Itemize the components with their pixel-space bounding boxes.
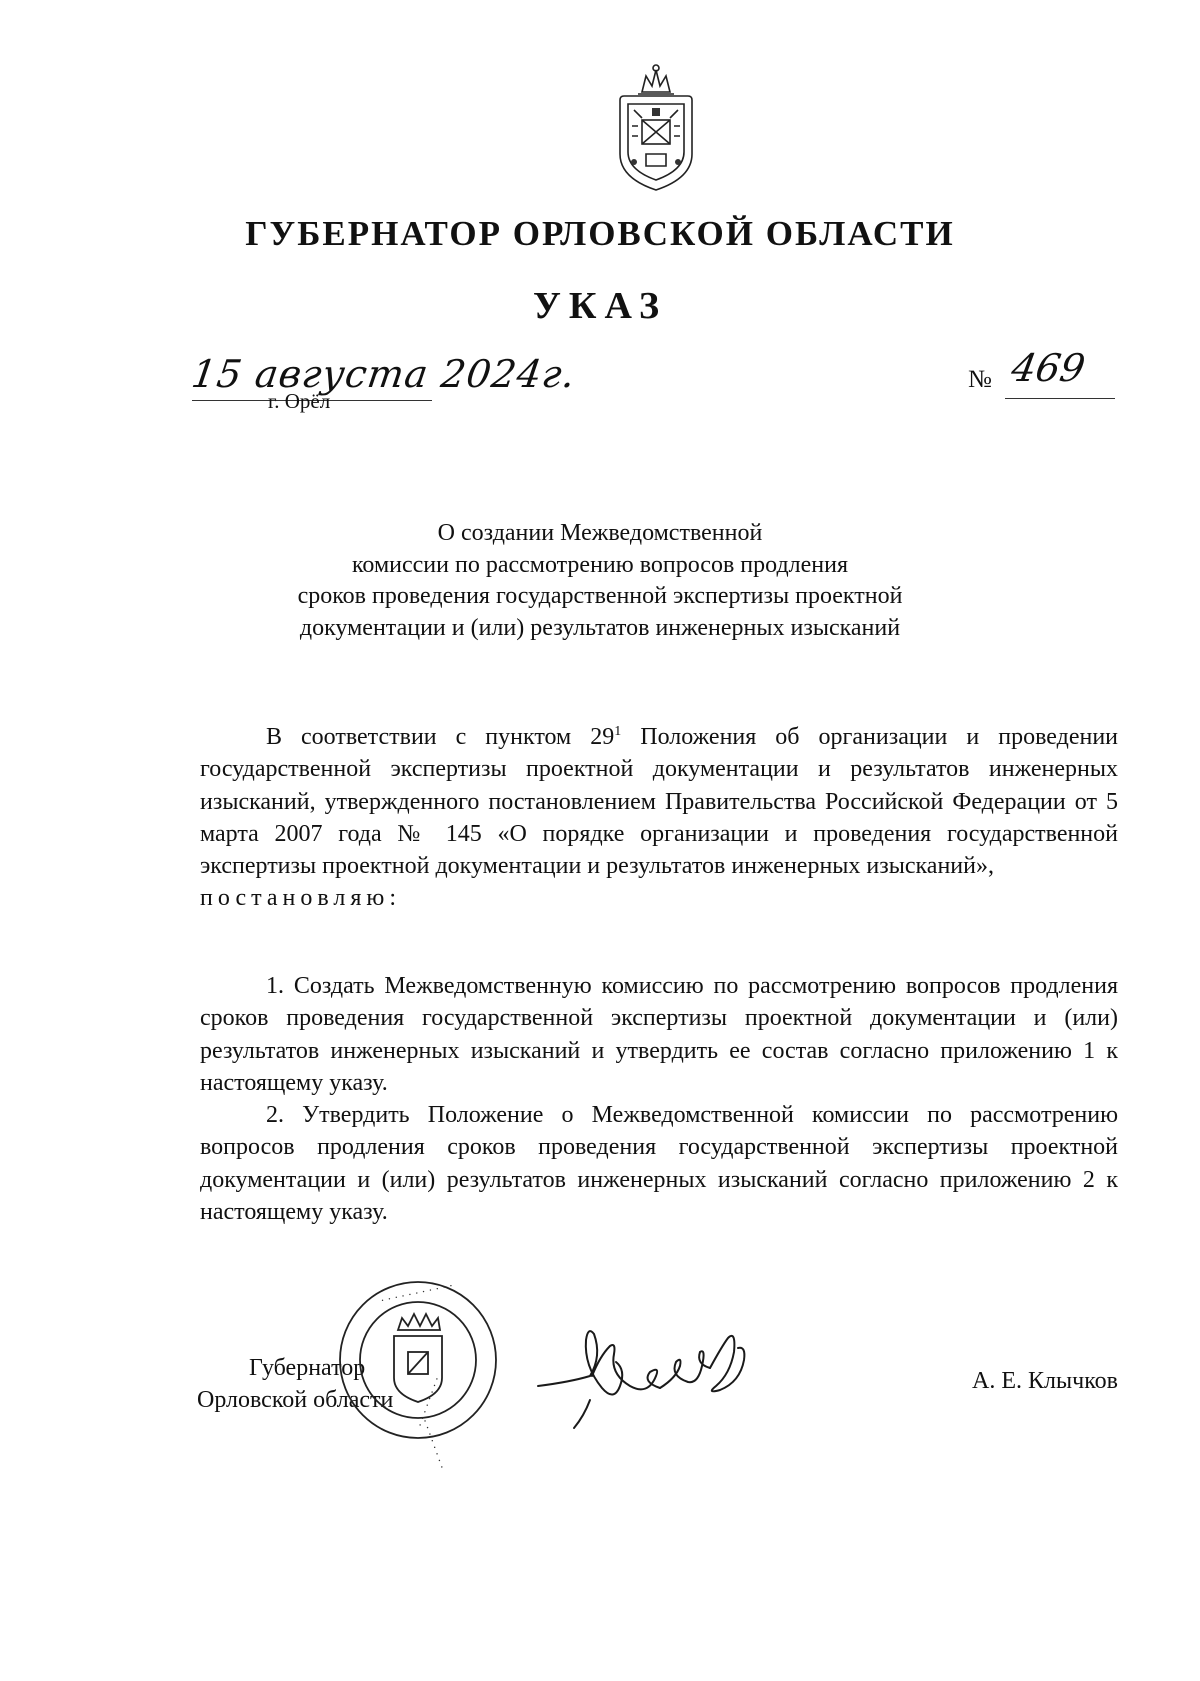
issuing-authority-title: ГУБЕРНАТОР ОРЛОВСКОЙ ОБЛАСТИ xyxy=(245,214,955,253)
preamble-text xyxy=(200,716,1118,882)
decree-items xyxy=(200,970,1118,1228)
decree-subject xyxy=(0,518,1200,644)
svg-text:· · · · · · · ·: · · · · · · · · xyxy=(413,1375,444,1429)
decree-word: постановляю: xyxy=(200,885,401,912)
number-underline xyxy=(1005,398,1115,399)
official-stamp-seal xyxy=(336,1278,501,1471)
city-label: г. Орёл xyxy=(268,389,331,413)
handwritten-signature xyxy=(530,1316,760,1436)
svg-text:· · · · · · · ·: · · · · · · · · xyxy=(418,1417,449,1471)
preamble-part: В соответствии с пунктом 29 xyxy=(266,724,615,750)
signatory-name: А. Е. Клычков xyxy=(972,1368,1118,1394)
coat-of-arms-emblem xyxy=(612,62,700,194)
svg-text:· · · · · · · · · · ·: · · · · · · · · · · · xyxy=(379,1279,455,1308)
handwritten-number: 469 xyxy=(1008,346,1089,390)
preamble-part: Положения об организации и проведении государственной экспертизы проектной документации и результатов инженерных изысканий, утвержденного постановлением Правительства Российской Федерации от 5 марта 2007 года № 145 «О порядке организации и проведения государственной экспертизы проектной документации и результатов инженерных изысканий», xyxy=(200,724,1119,880)
subject-line: комиссии по рассмотрению вопросов продления xyxy=(351,551,849,578)
position-line: Губернатор xyxy=(249,1355,366,1381)
subject-line: сроков проведения государственной экспертизы проектной xyxy=(297,583,903,609)
decree-item-1: 1. Создать Межведомственную комиссию по рассмотрению вопросов продления сроков проведения государственной экспертизы проектной документации и (или) результатов инженерных изысканий и утвердить ее состав согласно приложению 1 к настоящему указу. xyxy=(200,973,1118,1096)
number-sign: № xyxy=(968,366,992,393)
superscript-index: 1 xyxy=(614,724,622,739)
handwritten-date: 15 августа 2024г. xyxy=(188,352,579,396)
position-line: Орловской области xyxy=(197,1387,394,1413)
subject-line: документации и (или) результатов инженерных изысканий xyxy=(299,614,901,641)
document-type-title: УКАЗ xyxy=(533,285,667,327)
decree-item-2: 2. Утвердить Положение о Межведомственной комиссии по рассмотрению вопросов продления сроков проведения государственной экспертизы проектной документации и (или) результатов инженерных изысканий согласно приложению 2 к настоящему указу. xyxy=(200,1102,1118,1226)
preamble-paragraph xyxy=(200,716,1118,915)
subject-line: О создании Межведомственной xyxy=(437,520,763,546)
